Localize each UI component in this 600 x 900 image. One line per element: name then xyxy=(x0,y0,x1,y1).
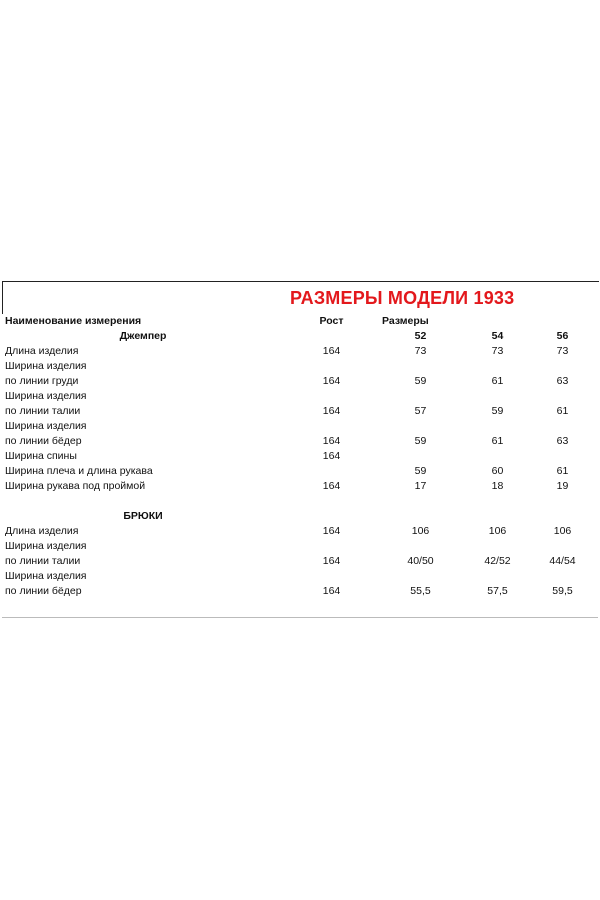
row-label: по линии бёдер xyxy=(5,435,82,447)
row-value-3: 63 xyxy=(556,375,569,387)
row-height xyxy=(284,539,380,554)
row-value-2: 61 xyxy=(491,435,504,447)
row-height xyxy=(284,569,380,584)
row-label: Ширина рукава под проймой xyxy=(5,480,146,492)
table-row xyxy=(3,449,592,464)
row-value-2 xyxy=(462,449,534,464)
section-empty-cell xyxy=(462,509,534,524)
row-value-1 xyxy=(380,539,462,554)
table-row xyxy=(3,389,592,404)
row-value-1: 59 xyxy=(414,435,427,447)
row-value-2: 106 xyxy=(488,525,507,537)
row-value-3 xyxy=(534,569,592,584)
row-height: 164 xyxy=(322,405,341,417)
row-value-3: 73 xyxy=(556,345,569,357)
row-value-2: 73 xyxy=(491,345,504,357)
row-label: Ширина изделия xyxy=(5,420,87,432)
row-value-2 xyxy=(462,389,534,404)
spacer-cell xyxy=(380,494,462,509)
row-label: Длина изделия xyxy=(5,345,79,357)
table-row xyxy=(3,359,592,374)
table-row xyxy=(3,554,592,569)
header-height: Рост xyxy=(319,315,344,327)
row-label: по линии талии xyxy=(5,405,81,417)
row-height: 164 xyxy=(322,450,341,462)
table-row xyxy=(3,569,592,584)
row-height: 164 xyxy=(322,585,341,597)
spacer-row xyxy=(3,494,592,509)
table-bottom-line xyxy=(2,617,598,618)
row-value-3: 59,5 xyxy=(552,585,573,597)
row-value-1: 57 xyxy=(414,405,427,417)
row-height xyxy=(284,359,380,374)
jumper-section-empty xyxy=(284,329,380,344)
row-value-1: 17 xyxy=(414,480,427,492)
row-value-2 xyxy=(462,539,534,554)
row-label: Ширина изделия xyxy=(5,360,87,372)
section-empty-cell xyxy=(284,509,380,524)
row-label: Ширина изделия xyxy=(5,570,87,582)
row-value-2: 60 xyxy=(491,465,504,477)
table-row xyxy=(3,539,592,554)
row-label: по линии груди xyxy=(5,375,79,387)
table-row xyxy=(3,374,592,389)
row-value-3 xyxy=(534,539,592,554)
header-name: Наименование измерения xyxy=(5,315,142,327)
trousers-section-row xyxy=(3,509,592,524)
row-value-1: 73 xyxy=(414,345,427,357)
row-value-1: 40/50 xyxy=(407,555,434,567)
row-value-1: 59 xyxy=(414,465,427,477)
row-height xyxy=(284,389,380,404)
table-row xyxy=(3,584,592,599)
table-row xyxy=(3,464,592,479)
row-value-2: 42/52 xyxy=(484,555,511,567)
spacer-cell xyxy=(3,494,284,509)
row-height: 164 xyxy=(322,435,341,447)
size-col-56: 56 xyxy=(556,330,569,342)
header-row xyxy=(3,314,592,329)
row-label: Ширина спины xyxy=(5,450,77,462)
header-sizes: Размеры xyxy=(382,315,429,327)
jumper-section-title: Джемпер xyxy=(119,330,167,342)
row-value-3: 19 xyxy=(556,480,569,492)
row-height xyxy=(284,419,380,434)
row-value-3 xyxy=(534,449,592,464)
size-col-54: 54 xyxy=(491,330,504,342)
row-height: 164 xyxy=(322,480,341,492)
row-value-1 xyxy=(380,389,462,404)
row-value-1: 55,5 xyxy=(410,585,431,597)
header-empty-1 xyxy=(462,314,534,329)
row-value-1: 106 xyxy=(411,525,430,537)
spacer-cell xyxy=(462,494,534,509)
row-value-3: 61 xyxy=(556,465,569,477)
table-row xyxy=(3,404,592,419)
row-value-2: 59 xyxy=(491,405,504,417)
row-label: Ширина изделия xyxy=(5,390,87,402)
row-value-1 xyxy=(380,419,462,434)
row-value-2: 57,5 xyxy=(487,585,508,597)
row-value-2 xyxy=(462,419,534,434)
spacer-cell xyxy=(284,494,380,509)
row-label: по линии бёдер xyxy=(5,585,82,597)
row-value-3: 61 xyxy=(556,405,569,417)
table-row xyxy=(3,434,592,449)
row-value-2: 61 xyxy=(491,375,504,387)
row-value-1 xyxy=(380,359,462,374)
row-label: Ширина плеча и длина рукава xyxy=(5,465,153,477)
row-value-3 xyxy=(534,389,592,404)
table-row xyxy=(3,344,592,359)
row-value-1 xyxy=(380,449,462,464)
row-value-1: 59 xyxy=(414,375,427,387)
trousers-section-title: БРЮКИ xyxy=(123,510,163,522)
row-value-3: 63 xyxy=(556,435,569,447)
table-row xyxy=(3,479,592,494)
row-label: Длина изделия xyxy=(5,525,79,537)
row-height: 164 xyxy=(322,555,341,567)
row-value-2 xyxy=(462,569,534,584)
header-empty-2 xyxy=(534,314,592,329)
spacer-cell xyxy=(534,494,592,509)
section-empty-cell xyxy=(380,509,462,524)
row-height xyxy=(284,464,380,479)
row-label: по линии талии xyxy=(5,555,81,567)
row-value-1 xyxy=(380,569,462,584)
row-value-2: 18 xyxy=(491,480,504,492)
section-empty-cell xyxy=(534,509,592,524)
row-height: 164 xyxy=(322,375,341,387)
row-value-3 xyxy=(534,419,592,434)
jumper-section-row xyxy=(3,329,592,344)
row-height: 164 xyxy=(322,345,341,357)
page-title: РАЗМЕРЫ МОДЕЛИ 1933 xyxy=(290,288,515,308)
table-row xyxy=(3,419,592,434)
row-value-3: 44/54 xyxy=(549,555,576,567)
row-label: Ширина изделия xyxy=(5,540,87,552)
row-value-3: 106 xyxy=(553,525,572,537)
row-value-2 xyxy=(462,359,534,374)
row-value-3 xyxy=(534,359,592,374)
size-col-52: 52 xyxy=(414,330,427,342)
size-table xyxy=(2,313,592,599)
row-height: 164 xyxy=(322,525,341,537)
table-row xyxy=(3,524,592,539)
